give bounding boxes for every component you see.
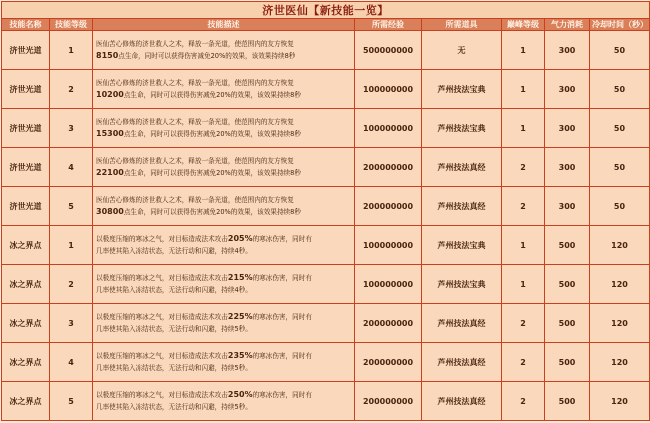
desc-number: 235% [227,351,253,360]
desc-text: 以极度压缩的寒冰之气，对目标造成法术攻击 [96,235,228,243]
table-row [2,187,650,226]
desc-text: 的寒冰伤害，同时有 [252,235,312,243]
skill-level-cell: 3 [50,109,93,148]
peak-level-cell: 1 [502,226,545,265]
skill-level-cell: 4 [50,343,93,382]
skill-desc-cell [93,31,355,70]
cooldown-cell: 50 [590,70,650,109]
skill-level-cell: 4 [50,148,93,187]
desc-number: 8150 [96,51,119,60]
header-peak-level: 巅峰等级 [502,19,545,31]
peak-level-cell: 2 [502,187,545,226]
desc-text: 医仙苦心修炼的济世救人之术，释放一条光道，使范围内的友方恢复 [96,196,294,204]
required-exp-cell: 200000000 [355,187,422,226]
desc-number: 225% [227,312,253,321]
desc-text: 以极度压缩的寒冰之气，对目标造成法术攻击 [96,391,228,399]
energy-cost-cell: 500 [545,304,590,343]
peak-level-cell: 2 [502,382,545,421]
skill-level-cell: 5 [50,187,93,226]
cooldown-cell: 120 [590,304,650,343]
header-skill-level: 技能等级 [50,19,93,31]
desc-text: 几率使其陷入冻结状态，无法行动和闪避，持续4秒。 [96,247,252,255]
table-title: 济世医仙【新技能一览】 [2,2,650,19]
desc-text: 几率使其陷入冻结状态，无法行动和闪避，持续5秒。 [96,364,252,372]
desc-text: 点生命，同时可以获得伤害减免20%的效果，该效果持续8秒 [118,52,296,60]
cooldown-cell: 120 [590,226,650,265]
header-skill-desc: 技能描述 [93,19,355,31]
skill-level-cell: 2 [50,265,93,304]
required-exp-cell: 200000000 [355,148,422,187]
cooldown-cell: 50 [590,109,650,148]
peak-level-cell: 1 [502,265,545,304]
skill-desc-cell [93,343,355,382]
skill-name-cell: 冰之界点 [2,382,50,421]
cooldown-cell: 120 [590,265,650,304]
skill-name-cell: 冰之界点 [2,265,50,304]
table-row [2,70,650,109]
table-row [2,304,650,343]
required-item-cell: 芦州技法真经 [422,382,502,421]
energy-cost-cell: 500 [545,343,590,382]
desc-text: 以极度压缩的寒冰之气，对目标造成法术攻击 [96,313,228,321]
desc-text: 的寒冰伤害，同时有 [252,274,312,282]
skill-desc-cell [93,70,355,109]
header-required-item: 所需道具 [422,19,502,31]
header-required-exp: 所需经验 [355,19,422,31]
peak-level-cell: 2 [502,148,545,187]
required-item-cell: 芦州技法真经 [422,148,502,187]
table-row [2,31,650,70]
table-row [2,265,650,304]
required-item-cell: 芦州技法真经 [422,304,502,343]
skill-name-cell: 冰之界点 [2,226,50,265]
energy-cost-cell: 500 [545,265,590,304]
header-cooldown: 冷却时间（秒） [590,19,650,31]
desc-text: 的寒冰伤害，同时有 [252,391,312,399]
peak-level-cell: 1 [502,109,545,148]
table-row [2,343,650,382]
desc-text: 点生命，同时可以获得伤害减免20%的效果，该效果持续8秒 [123,169,301,177]
skill-desc-cell [93,382,355,421]
required-exp-cell: 200000000 [355,304,422,343]
required-exp-cell: 100000000 [355,265,422,304]
desc-number: 22100 [96,168,124,177]
energy-cost-cell: 300 [545,70,590,109]
energy-cost-cell: 500 [545,226,590,265]
skill-desc-cell [93,148,355,187]
desc-text: 医仙苦心修炼的济世救人之术，释放一条光道，使范围内的友方恢复 [96,157,294,165]
desc-text: 的寒冰伤害，同时有 [252,313,312,321]
header-row [2,19,650,31]
desc-text: 医仙苦心修炼的济世救人之术，释放一条光道，使范围内的友方恢复 [96,79,294,87]
energy-cost-cell: 300 [545,148,590,187]
skill-name-cell: 济世光道 [2,187,50,226]
cooldown-cell: 120 [590,343,650,382]
desc-text: 的寒冰伤害，同时有 [252,352,312,360]
desc-text: 以极度压缩的寒冰之气，对目标造成法术攻击 [96,352,228,360]
desc-number: 205% [227,234,253,243]
energy-cost-cell: 300 [545,187,590,226]
table-row [2,226,650,265]
required-exp-cell: 100000000 [355,109,422,148]
skill-desc-cell [93,226,355,265]
required-item-cell: 芦州技法真经 [422,343,502,382]
desc-text: 几率使其陷入冻结状态，无法行动和闪避，持续5秒。 [96,403,252,411]
desc-text: 点生命，同时可以获得伤害减免20%的效果，该效果持续8秒 [123,130,301,138]
skill-level-cell: 1 [50,31,93,70]
cooldown-cell: 50 [590,148,650,187]
desc-text: 以极度压缩的寒冰之气，对目标造成法术攻击 [96,274,228,282]
peak-level-cell: 2 [502,304,545,343]
skill-name-cell: 济世光道 [2,148,50,187]
energy-cost-cell: 300 [545,31,590,70]
table-row [2,148,650,187]
energy-cost-cell: 500 [545,382,590,421]
required-exp-cell: 200000000 [355,382,422,421]
skill-desc-cell [93,187,355,226]
skill-desc-cell [93,304,355,343]
header-skill-name: 技能名称 [2,19,50,31]
skill-desc-cell [93,265,355,304]
required-item-cell: 芦州技法宝典 [422,70,502,109]
table-row [2,382,650,421]
desc-text: 点生命，同时可以获得伤害减免20%的效果，该效果持续8秒 [123,91,301,99]
cooldown-cell: 120 [590,382,650,421]
desc-number: 215% [227,273,253,282]
desc-number: 30800 [96,207,124,216]
desc-text: 点生命，同时可以获得伤害减免20%的效果，该效果持续8秒 [123,208,301,216]
skill-name-cell: 冰之界点 [2,343,50,382]
skill-level-cell: 3 [50,304,93,343]
required-item-cell: 无 [422,31,502,70]
cooldown-cell: 50 [590,31,650,70]
desc-text: 几率使其陷入冻结状态，无法行动和闪避，持续4秒。 [96,286,252,294]
peak-level-cell: 2 [502,343,545,382]
energy-cost-cell: 300 [545,109,590,148]
table-row [2,109,650,148]
peak-level-cell: 1 [502,31,545,70]
required-item-cell: 芦州技法宝典 [422,226,502,265]
required-exp-cell: 100000000 [355,70,422,109]
skill-name-cell: 济世光道 [2,109,50,148]
peak-level-cell: 1 [502,70,545,109]
skill-desc-cell [93,109,355,148]
required-item-cell: 芦州技法宝典 [422,265,502,304]
cooldown-cell: 50 [590,187,650,226]
skill-name-cell: 冰之界点 [2,304,50,343]
desc-number: 10200 [96,90,124,99]
desc-number: 250% [227,390,253,399]
header-energy-cost: 气力消耗 [545,19,590,31]
required-exp-cell: 500000000 [355,31,422,70]
required-item-cell: 芦州技法真经 [422,187,502,226]
skill-level-cell: 2 [50,70,93,109]
required-exp-cell: 200000000 [355,343,422,382]
skill-level-cell: 1 [50,226,93,265]
skill-table [1,1,650,421]
required-exp-cell: 100000000 [355,226,422,265]
skill-name-cell: 济世光道 [2,31,50,70]
desc-number: 15300 [96,129,124,138]
skill-level-cell: 5 [50,382,93,421]
desc-text: 几率使其陷入冻结状态，无法行动和闪避，持续5秒。 [96,325,252,333]
desc-text: 医仙苦心修炼的济世救人之术，释放一条光道，使范围内的友方恢复 [96,118,294,126]
skill-name-cell: 济世光道 [2,70,50,109]
desc-text: 医仙苦心修炼的济世救人之术，释放一条光道，使范围内的友方恢复 [96,40,294,48]
required-item-cell: 芦州技法宝典 [422,109,502,148]
